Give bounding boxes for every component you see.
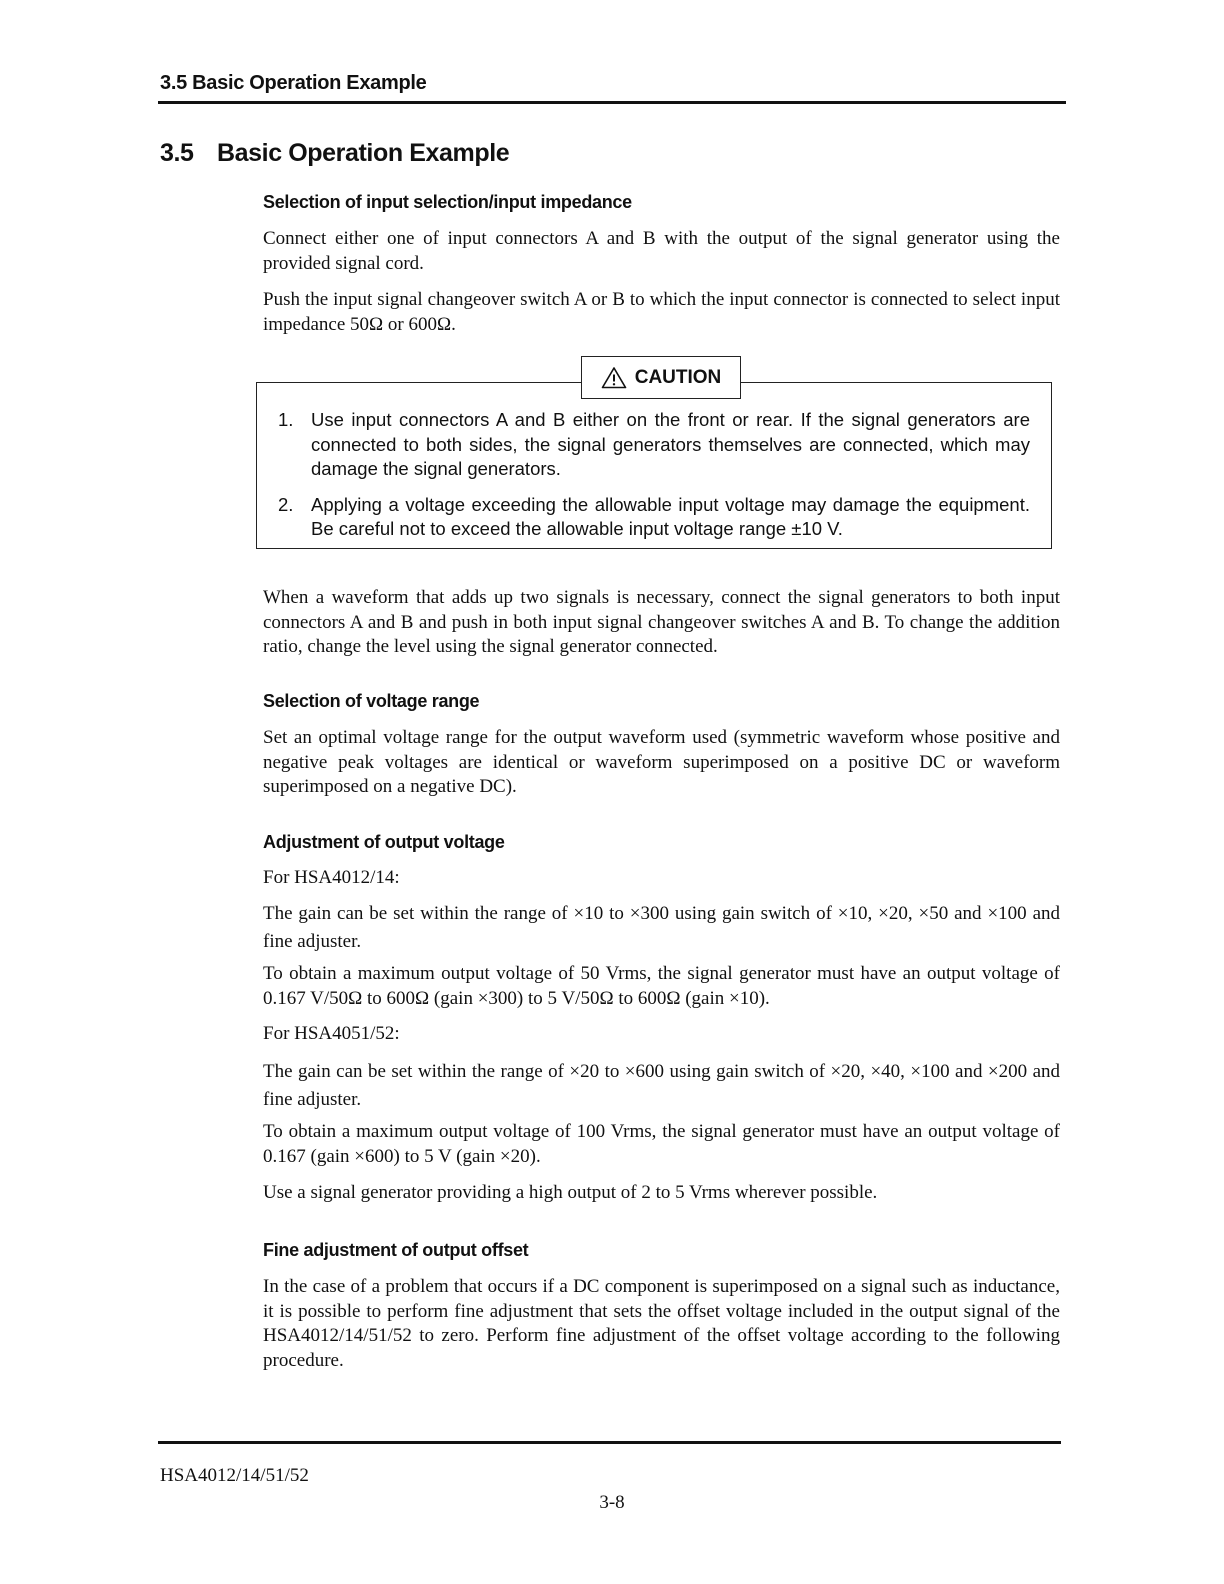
signal-generator-advice: Use a signal generator providing a high output of 2 to 5 Vrms wherever possible. (263, 1182, 878, 1203)
caution-item-number: 2. (278, 493, 294, 515)
heading-input-selection: Selection of input selection/input impedance (263, 192, 632, 212)
offset-paragraph: In the case of a problem that occurs if a DC component is superimposed on a signal such as inductance, it is possible to perform fine adjustment that sets the offset voltage included in the output signal of the HSA4012/14/51/52 to zero. Perform fine adjustment of the offset voltage according to the following procedure. (263, 1276, 1060, 1371)
caution-item (278, 493, 1030, 542)
input-selection-para-2: Push the input signal changeover switch A or B to which the input connector is connected to select input impedance 50Ω or 600Ω. (263, 289, 1060, 335)
voltage-range-paragraph: Set an optimal voltage range for the output waveform used (symmetric waveform whose positive and negative peak voltages are identical or waveform superimposed on a positive DC or waveform superimposed on a negative DC). (263, 727, 1060, 797)
caution-list (278, 408, 1030, 542)
heading-voltage-range: Selection of voltage range (263, 691, 480, 711)
hsa4012-gain-paragraph: The gain can be set within the range of ×10 to ×300 using gain switch of ×10, ×20, ×50 and ×100 and fine adjuster. (263, 903, 1060, 952)
caution-item (278, 408, 1030, 482)
footer-model: HSA4012/14/51/52 (160, 1465, 309, 1486)
header-rule (158, 101, 1066, 104)
heading-output-voltage: Adjustment of output voltage (263, 832, 505, 852)
hsa4012-max-output-paragraph: To obtain a maximum output voltage of 50 Vrms, the signal generator must have an output voltage of 0.167 V/50Ω to 600Ω (gain ×300) to 5 V/50Ω to 600Ω (gain ×10). (263, 963, 1060, 1009)
section-title-text: Basic Operation Example (217, 139, 510, 167)
model-hsa4012-14-label: For HSA4012/14: (263, 867, 400, 888)
footer-rule (158, 1441, 1061, 1444)
addition-paragraph: When a waveform that adds up two signals is necessary, connect the signal generators to both input connectors A and B and push in both input signal changeover switches A and B. To change the addition ratio, change the level using the signal generator connected. (263, 587, 1060, 657)
input-selection-para-1: Connect either one of input connectors A and B with the output of the signal generator using the provided signal cord. (263, 228, 1060, 274)
caution-label-text: CAUTION (634, 366, 722, 388)
page-number: 3-8 (599, 1492, 625, 1513)
hsa4051-max-output-paragraph: To obtain a maximum output voltage of 100 Vrms, the signal generator must have an output voltage of 0.167 (gain ×600) to 5 V (gain ×20). (263, 1121, 1060, 1167)
hsa4051-gain-paragraph: The gain can be set within the range of ×20 to ×600 using gain switch of ×20, ×40, ×100 and ×200 and fine adjuster. (263, 1061, 1060, 1110)
caution-item-text: Use input connectors A and B either on the front or rear. If the signal generators are connected to both sides, the signal generators themselves are connected, which may damage the signal generators. (311, 409, 1030, 479)
heading-output-offset: Fine adjustment of output offset (263, 1240, 529, 1260)
section-title (160, 139, 509, 168)
model-hsa4051-52-label: For HSA4051/52: (263, 1023, 400, 1044)
caution-label (581, 356, 741, 399)
caution-item-text: Applying a voltage exceeding the allowable input voltage may damage the equipment. Be careful not to exceed the allowable input voltage range ±10 V. (311, 493, 1030, 539)
warning-triangle-icon (601, 366, 627, 389)
caution-item-number: 1. (278, 409, 294, 430)
section-number: 3.5 (160, 139, 194, 167)
running-header-title: 3.5 Basic Operation Example (160, 72, 427, 94)
